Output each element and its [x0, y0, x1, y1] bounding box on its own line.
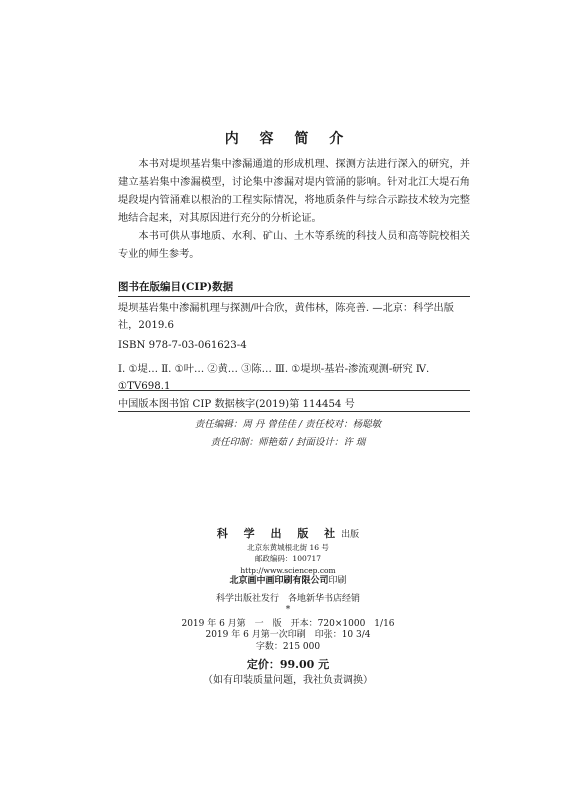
separator-mark: * — [285, 605, 291, 615]
distribution: 科学出版社发行 各地新华书店经销 — [215, 593, 360, 604]
printer-line — [0, 576, 576, 588]
printing-info: 2019 年 6 月第一次印刷 印张：10 3/4 — [205, 630, 371, 640]
publisher-name-suffix: 出版 — [341, 530, 360, 540]
publisher-postcode: 邮政编码：100717 — [254, 554, 322, 563]
publisher-block — [0, 528, 576, 653]
cip-subject: Ⅰ. ①堤… Ⅱ. ①叶… ②黄… ③陈… Ⅲ. ①堤坝-基岩-渗流观测-研究 Ⅳ. ①TV698.1 — [118, 364, 430, 392]
intro-paragraph-2: 本书可供从事地质、水利、矿山、土木等系统的科技人员和高等院校相关专业的师生参考。 — [118, 231, 470, 260]
credits-line-2: 责任印制：师艳茹 / 封面设计：许 瑞 — [210, 437, 366, 448]
publisher-name: 科 学 出 版 社 — [216, 527, 342, 540]
printer-suffix: 印刷 — [328, 576, 347, 586]
cip-isbn: ISBN 978-7-03-061623-4 — [118, 340, 247, 351]
publisher-name-line — [0, 528, 576, 542]
wordcount-info: 字数：215 000 — [255, 641, 321, 652]
intro-paragraph-1: 本书对堤坝基岩集中渗漏通道的形成机理、探测方法进行深入的研究，并建立基岩集中渗漏模型，讨论集中渗漏对堤内管涌的影响。针对北江大堤石角堤段堤内管涌难以根治的工程实际情况，将地质条件与综合示踪技术较为完整地结合起来，对其原因进行充分的分析论证。 — [118, 159, 470, 224]
cip-number: 中国版本图书馆 CIP 数据核字(2019)第 114454 号 — [118, 399, 355, 410]
printer-name: 北京画中画印刷有限公司 — [229, 576, 329, 586]
cip-mid-rule — [118, 390, 470, 391]
cip-heading: 图书在版编目(CIP)数据 — [118, 281, 234, 293]
quality-note: （如有印装质量问题，我社负责调换） — [203, 675, 373, 686]
cip-top-rule — [118, 296, 470, 297]
publisher-url: http://www.sciencep.com — [240, 565, 336, 575]
price-label: 定价：99.00 元 — [246, 658, 330, 671]
cip-entry — [118, 300, 470, 395]
edition-info: 2019 年 6 月第 一 版 开本：720×1000 1/16 — [181, 618, 395, 629]
cip-bottom-rule — [118, 411, 470, 412]
publisher-address: 北京东黄城根北街 16 号 — [247, 542, 329, 552]
intro-text — [118, 156, 470, 264]
credits-line-1: 责任编辑：周 丹 曾佳佳 / 责任校对：杨聪敏 — [194, 419, 382, 430]
intro-title: 内 容 简 介 — [224, 131, 352, 147]
cip-entry-line: 堤坝基岩集中渗漏机理与探测/叶合欣，黄伟林，陈亮善. —北京：科学出版社，2019.6 — [118, 303, 454, 331]
